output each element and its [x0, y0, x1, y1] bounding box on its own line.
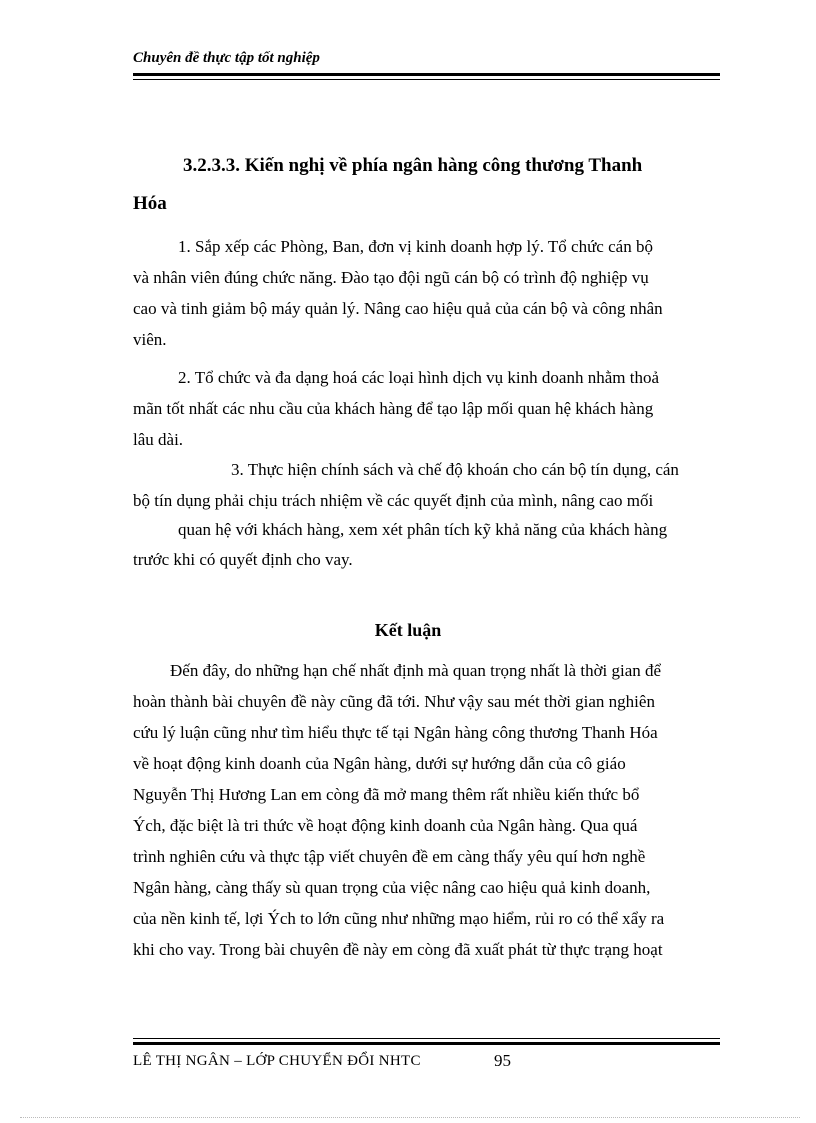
header-rule-thick [133, 73, 720, 76]
text-line: mãn tốt nhất các nhu cầu của khách hàng để tạo lập mối quan hệ khách hàng [133, 399, 654, 418]
text-line: cứu lý luận cũng như tìm hiểu thực tế tại Ngân hàng công thương Thanh Hóa [133, 723, 658, 742]
text-line: lâu dài. [133, 430, 184, 449]
footer-author: LÊ THỊ NGÂN – LỚP CHUYỂN ĐỔI NHTC [133, 1053, 421, 1069]
footer-rule-thick [133, 1042, 720, 1045]
footer-rule-thin [133, 1038, 720, 1039]
text-line: về hoạt động kinh doanh của Ngân hàng, dưới sự hướng dẫn của cô giáo [133, 754, 626, 773]
text-line: trước khi có quyết định cho vay. [133, 550, 353, 569]
conclusion-heading: Kết luận [374, 620, 442, 640]
text-line: trình nghiên cứu và thực tập viết chuyên đề em càng thấy yêu quí hơn nghề [133, 847, 646, 866]
text-line: khi cho vay. Trong bài chuyên đề này em còng đã xuất phát từ thực trạng hoạt [133, 940, 663, 959]
text-line: Nguyễn Thị Hương Lan em còng đã mở mang thêm rất nhiều kiến thức bổ [133, 785, 640, 804]
text-line: bộ tín dụng phải chịu trách nhiệm về các quyết định của mình, nâng cao mối [133, 491, 654, 510]
text-line: Ých, đặc biệt là tri thức về hoạt động kinh doanh của Ngân hàng. Qua quá [133, 816, 638, 835]
document-title: Chuyên đề thực tập tốt nghiệp [133, 50, 320, 66]
text-line: Đến đây, do những hạn chế nhất định mà quan trọng nhất là thời gian để [170, 661, 662, 680]
text-line: cao và tinh giảm bộ máy quản lý. Nâng cao hiệu quả của cán bộ và công nhân [133, 299, 663, 318]
section-heading-continued: Hóa [133, 193, 167, 214]
text-line: 2. Tổ chức và đa dạng hoá các loại hình dịch vụ kinh doanh nhằm thoả [178, 368, 659, 387]
text-line: 3. Thực hiện chính sách và chế độ khoán cho cán bộ tín dụng, cán [231, 460, 679, 479]
text-line: và nhân viên đúng chức năng. Đào tạo đội ngũ cán bộ có trình độ nghiệp vụ [133, 268, 649, 287]
section-heading: 3.2.3.3. Kiến nghị về phía ngân hàng công thương Thanh [183, 155, 643, 176]
text-line: quan hệ với khách hàng, xem xét phân tích kỹ khả năng của khách hàng [178, 520, 668, 539]
text-line: hoàn thành bài chuyên đề này cũng đã tới. Như vậy sau mét thời gian nghiên [133, 692, 655, 711]
text-line: Ngân hàng, càng thấy sù quan trọng của việc nâng cao hiệu quả kinh doanh, [133, 878, 651, 897]
text-line: viên. [133, 330, 167, 349]
header-rule-thin [133, 79, 720, 80]
page-number: 95 [494, 1051, 511, 1070]
text-line: của nền kinh tế, lợi Ých to lớn cũng như những mạo hiểm, rủi ro có thể xẩy ra [133, 909, 665, 928]
text-line: 1. Sắp xếp các Phòng, Ban, đơn vị kinh doanh hợp lý. Tổ chức cán bộ [178, 237, 653, 256]
page-bottom-dotted-border [20, 1117, 800, 1118]
